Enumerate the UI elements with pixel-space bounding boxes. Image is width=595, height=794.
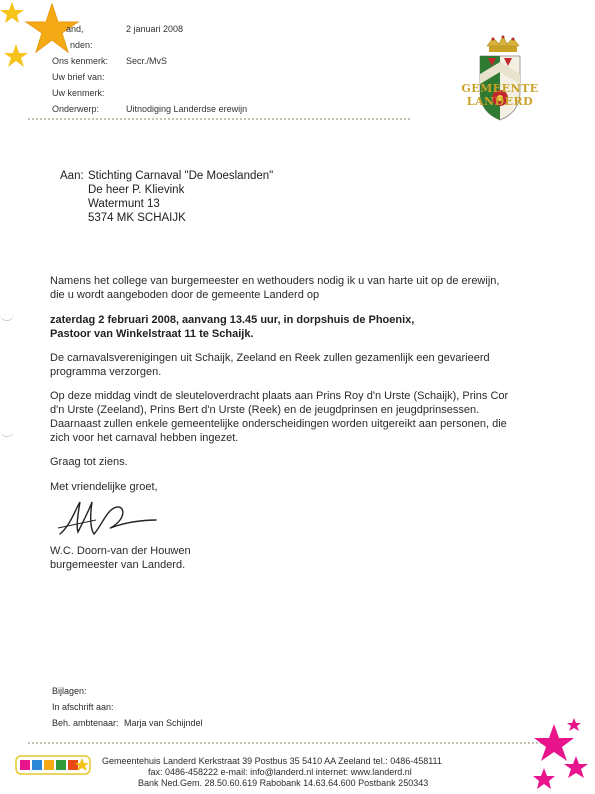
- paragraph-line: De carnavalsverenigingen uit Schaijk, Zeeland en Reek zullen gezamenlijk een gevarieerd: [50, 352, 490, 364]
- official-name: Marja van Schijndel: [124, 718, 203, 728]
- meta-value: Secr./MvS: [126, 56, 168, 66]
- footer-bank: Bank Ned.Gem. 28.50.60.619 Rabobank 14.63.64.600 Postbank 250343: [138, 778, 429, 788]
- star-icon: [0, 2, 24, 23]
- meta-row-uw-brief: [52, 72, 126, 83]
- footer-contact: fax: 0486-458222 e-mail: info@landerd.nl internet: www.landerd.nl: [148, 767, 412, 777]
- meta-label: Uw kenmerk:: [52, 88, 105, 98]
- footer-address: Gemeentehuis Landerd Kerkstraat 39 Postbus 35 5410 AA Zeeland tel.: 0486-458111: [102, 756, 442, 766]
- enclosures-label: Bijlagen:: [52, 686, 87, 696]
- star-icon: [534, 724, 574, 761]
- crest-icon: [430, 34, 570, 124]
- handwritten-signature: [56, 498, 166, 540]
- recipient-line: De heer P. Klievink: [88, 184, 185, 196]
- meta-label: Uw brief van:: [52, 72, 105, 82]
- copy-to-label: In afschrift aan:: [52, 702, 114, 712]
- paragraph-line: Namens het college van burgemeester en wethouders nodig ik u van harte uit op de erewijn,: [50, 275, 500, 287]
- meta-row-ons-kenmerk: [52, 56, 168, 67]
- recipient-line: Watermunt 13: [88, 198, 160, 210]
- paragraph-line: Op deze middag vindt de sleuteloverdracht plaats aan Prins Roy d'n Urste (Schaijk), Prins Cor: [50, 390, 509, 402]
- star-icon: [564, 756, 588, 778]
- paragraph-line: Pastoor van Winkelstraat 11 te Schaijk.: [50, 328, 254, 340]
- meta-row-onderwerp: [52, 104, 248, 115]
- star-icon: [567, 718, 581, 731]
- header-divider: [28, 118, 410, 120]
- recipient-prefix: Aan:: [60, 170, 84, 182]
- meta-row-uw-kenmerk: [52, 88, 126, 99]
- meta-label: and,: [66, 24, 84, 34]
- paragraph-line: zaterdag 2 februari 2008, aanvang 13.45 uur, in dorpshuis de Phoenix,: [50, 314, 415, 326]
- signatory-title: burgemeester van Landerd.: [50, 559, 186, 571]
- decorative-stars-bottom-right: [524, 716, 592, 792]
- signatory-name: W.C. Doorn-van der Houwen: [50, 545, 191, 557]
- paragraph-line: Daarnaast zullen enkele gemeentelijke onderscheidingen worden uitgereikt aan personen, die: [50, 418, 507, 430]
- star-icon: [533, 768, 555, 789]
- paragraph-key-handover: [50, 389, 540, 445]
- paragraph-invitation: [50, 274, 540, 302]
- footer-divider: [28, 742, 558, 744]
- logo-text: GEMEENTE LANDERD: [461, 82, 539, 108]
- closing-regards: Met vriendelijke groet,: [50, 481, 158, 493]
- meta-row-sent: [52, 40, 144, 51]
- decorative-badge-bottom-left: [14, 752, 92, 778]
- paragraph-programme: [50, 351, 540, 379]
- paragraph-date-location: [50, 313, 540, 341]
- paragraph-line: d'n Urste (Zeeland), Prins Bert d'n Urste (Reek) en de jeugdprinsen en jeugdprinsessen.: [50, 404, 480, 416]
- paragraph-line: zich voor het carnaval hebben ingezet.: [50, 432, 239, 444]
- meta-row-date: [52, 24, 184, 35]
- paragraph-line: die u wordt aangeboden door de gemeente Landerd op: [50, 289, 320, 301]
- meta-label: Onderwerp:: [52, 104, 100, 114]
- punch-mark: [0, 312, 14, 321]
- recipient-line: Stichting Carnaval "De Moeslanden": [88, 170, 274, 182]
- official-label: Beh. ambtenaar:: [52, 718, 119, 728]
- paragraph-line: programma verzorgen.: [50, 366, 162, 378]
- meta-label: Ons kenmerk:: [52, 56, 109, 66]
- punch-mark: [0, 428, 14, 437]
- meta-value: 2 januari 2008: [126, 24, 184, 34]
- municipality-logo: [430, 34, 570, 124]
- meta-label: nden:: [70, 40, 93, 50]
- meta-value: Uitnodiging Landerdse erewijn: [126, 104, 248, 114]
- star-icon: [4, 44, 28, 67]
- recipient-line: 5374 MK SCHAIJK: [88, 212, 186, 224]
- closing-greeting: Graag tot ziens.: [50, 456, 128, 468]
